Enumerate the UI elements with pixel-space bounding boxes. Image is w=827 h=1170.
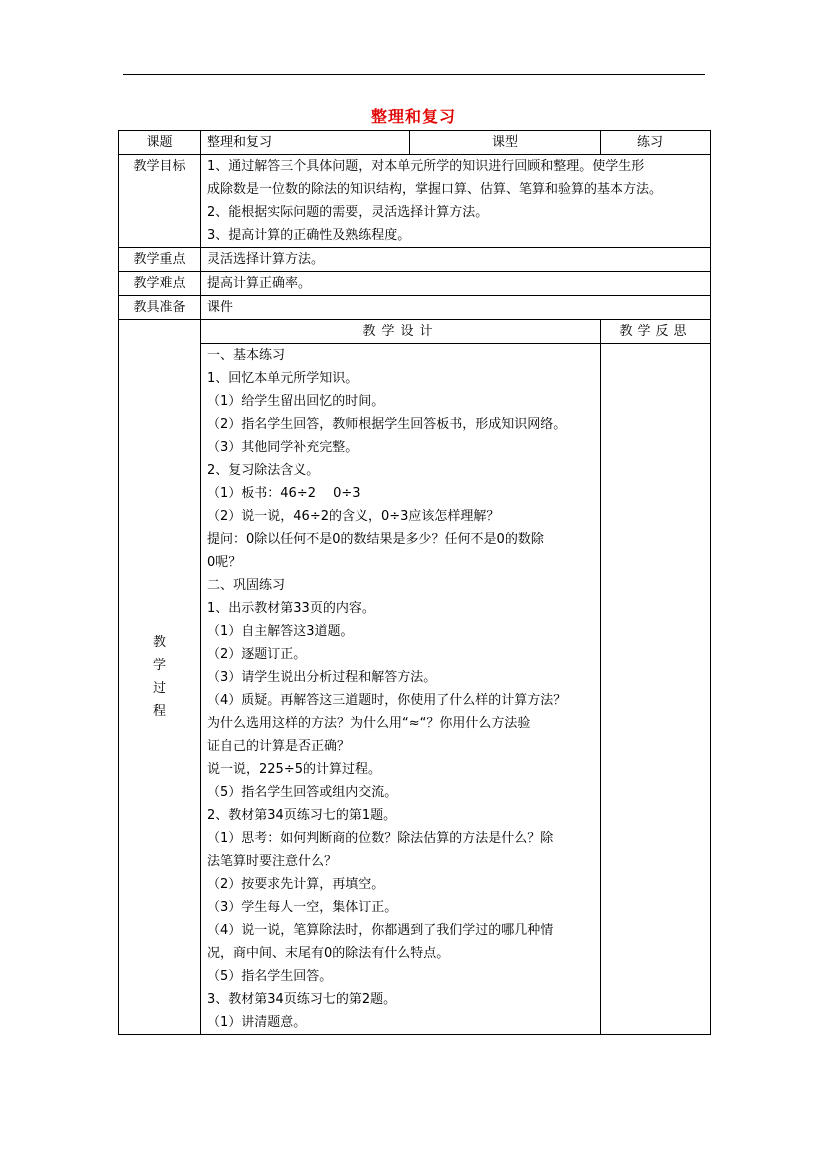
design-content	[201, 344, 601, 1035]
design-line: 2、教材第34页练习七的第1题。	[207, 808, 397, 823]
key-point-value: 灵活选择计算方法。	[201, 248, 711, 272]
design-line: （2）说一说，46÷2的含义，0÷3应该怎样理解？	[207, 509, 500, 524]
process-label-char: 过	[152, 681, 166, 696]
goals-line: 成除数是一位数的除法的知识结构，掌握口算、估算、笔算和验算的基本方法。	[207, 182, 663, 197]
goals-content	[201, 155, 711, 248]
design-line: 况，商中间、末尾有0的除法有什么特点。	[207, 946, 450, 961]
design-line: 2、复习除法含义。	[207, 463, 320, 478]
process-content-row	[119, 344, 711, 1035]
design-line: （5）指名学生回答。	[207, 969, 333, 984]
topic-row	[119, 131, 711, 155]
materials-label: 教具准备	[119, 296, 201, 320]
design-line: 二、巩固练习	[207, 578, 286, 593]
process-header-row	[119, 320, 711, 344]
design-line: 说一说，225÷5的计算过程。	[207, 762, 381, 777]
process-label	[119, 320, 201, 1035]
design-line: （3）学生每人一空，集体订正。	[207, 900, 398, 915]
process-label-char: 教	[152, 635, 166, 650]
design-line: 为什么选用这样的方法？为什么用“≈“？你用什么方法验	[207, 716, 531, 731]
reflection-header: 教学反思	[601, 320, 711, 344]
reflection-content	[601, 344, 711, 1035]
design-line: （4）质疑。再解答这三道题时，你使用了什么样的计算方法？	[207, 693, 567, 708]
type-value: 练习	[601, 131, 711, 155]
goals-line: 2、能根据实际问题的需要，灵活选择计算方法。	[207, 205, 489, 220]
key-point-label: 教学重点	[119, 248, 201, 272]
difficulty-label: 教学难点	[119, 272, 201, 296]
materials-row	[119, 296, 711, 320]
design-line: （1）思考：如何判断商的位数？除法估算的方法是什么？除	[207, 831, 554, 846]
design-header: 教学设计	[201, 320, 601, 344]
type-label: 课型	[410, 131, 601, 155]
goals-line: 1、通过解答三个具体问题，对本单元所学的知识进行回顾和整理。使学生形	[207, 159, 645, 174]
design-line: 证自己的计算是否正确？	[207, 739, 351, 754]
design-line: （1）板书：46÷2 0÷3	[207, 486, 361, 501]
goals-label: 教学目标	[119, 155, 201, 248]
design-line: （2）按要求先计算，再填空。	[207, 877, 385, 892]
design-line: （4）说一说，笔算除法时，你都遇到了我们学过的哪几种情	[207, 923, 554, 938]
topic-label: 课题	[119, 131, 201, 155]
design-line: 0呢？	[207, 555, 242, 570]
lesson-plan-table	[118, 130, 711, 1035]
design-line: 3、教材第34页练习七的第2题。	[207, 992, 397, 1007]
design-line: （2）逐题订正。	[207, 647, 307, 662]
difficulty-row	[119, 272, 711, 296]
design-line: 1、出示教材第33页的内容。	[207, 601, 375, 616]
header-rule	[123, 74, 705, 75]
materials-value: 课件	[201, 296, 711, 320]
key-point-row	[119, 248, 711, 272]
design-line: （1）自主解答这3道题。	[207, 624, 354, 639]
process-label-char: 学	[152, 658, 166, 673]
difficulty-value: 提高计算正确率。	[201, 272, 711, 296]
design-line: （1）给学生留出回忆的时间。	[207, 394, 385, 409]
design-line: 1、回忆本单元所学知识。	[207, 371, 359, 386]
design-line: 提问：0除以任何不是0的数结果是多少？任何不是0的数除	[207, 532, 544, 547]
document-title: 整理和复习	[370, 107, 456, 126]
design-line: （1）讲清题意。	[207, 1015, 307, 1030]
goals-row	[119, 155, 711, 248]
design-line: 一、基本练习	[207, 348, 286, 363]
design-line: （2）指名学生回答，教师根据学生回答板书，形成知识网络。	[207, 417, 567, 432]
design-line: 法笔算时要注意什么？	[207, 854, 338, 869]
process-label-char: 程	[152, 704, 166, 719]
design-line: （5）指名学生回答或组内交流。	[207, 785, 398, 800]
topic-value: 整理和复习	[201, 131, 410, 155]
design-line: （3）请学生说出分析过程和解答方法。	[207, 670, 437, 685]
goals-line: 3、提高计算的正确性及熟练程度。	[207, 228, 411, 243]
design-line: （3）其他同学补充完整。	[207, 440, 359, 455]
